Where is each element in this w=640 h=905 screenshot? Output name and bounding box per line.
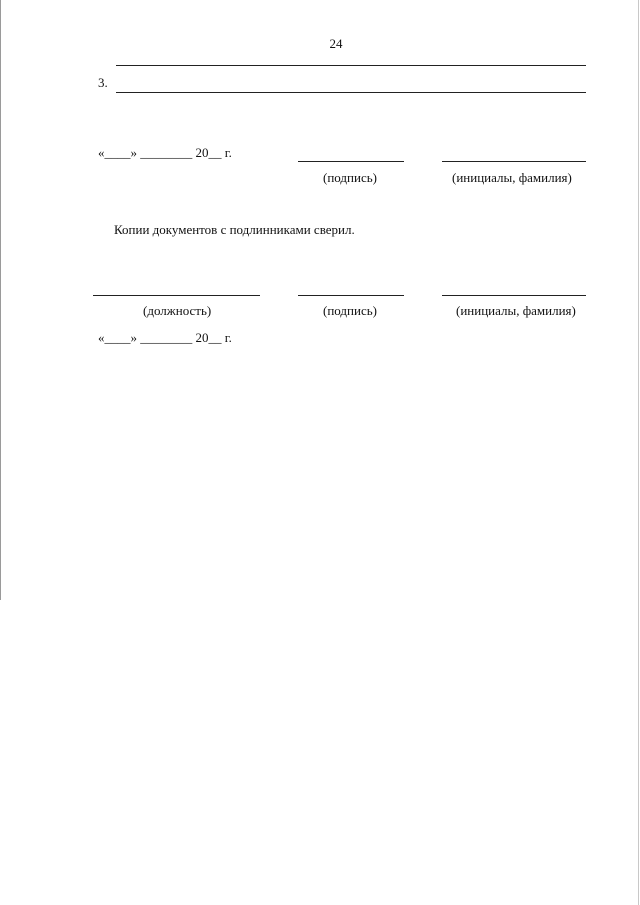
caption-name-1: (инициалы, фамилия) xyxy=(452,170,572,185)
item-number: 3. xyxy=(98,75,108,90)
date-line-1: «____» ________ 20__ г. xyxy=(98,145,232,160)
copies-statement: Копии документов с подлинниками сверил. xyxy=(114,222,355,237)
blank-line-item-3 xyxy=(116,92,586,93)
signature-line-1 xyxy=(298,161,404,162)
position-line-2 xyxy=(93,295,260,296)
page-left-edge xyxy=(0,0,1,600)
name-line-2 xyxy=(442,295,586,296)
page-right-edge xyxy=(638,0,639,905)
caption-name-2: (инициалы, фамилия) xyxy=(456,303,576,318)
caption-signature-1: (подпись) xyxy=(323,170,377,185)
signature-line-2 xyxy=(298,295,404,296)
blank-line-top xyxy=(116,65,586,66)
caption-position-2: (должность) xyxy=(143,303,212,318)
page-number: 24 xyxy=(329,36,343,51)
caption-signature-2: (подпись) xyxy=(323,303,377,318)
date-line-2: «____» ________ 20__ г. xyxy=(98,330,232,345)
name-line-1 xyxy=(442,161,586,162)
